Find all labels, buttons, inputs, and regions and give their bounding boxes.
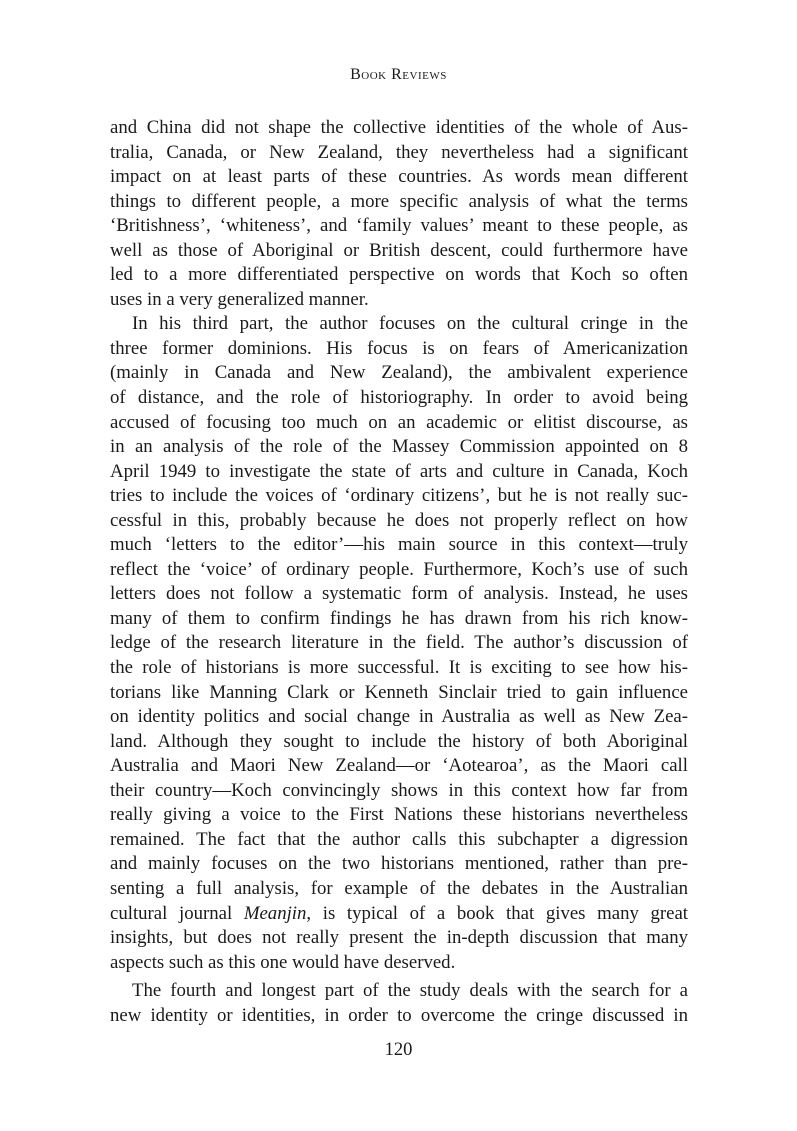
text-line: uses in a very generalized manner. xyxy=(110,288,369,310)
paragraph xyxy=(110,116,688,312)
text-line: tries to include the voices of ‘ordinary citizens’, but he is not really suc- xyxy=(110,485,688,507)
text-line: insights, but does not really present the in-depth discussion that many xyxy=(110,927,688,949)
text-fragment: , is typical of a book that gives many great xyxy=(306,902,689,924)
text-line: The fourth and longest part of the study deals with the search for a xyxy=(132,980,688,1002)
text-line: In his third part, the author focuses on the cultural cringe in the xyxy=(132,313,688,335)
text-line: of distance, and the role of historiography. In order to avoid being xyxy=(110,387,688,409)
text-line: in an analysis of the role of the Massey Commission appointed on 8 xyxy=(110,436,688,458)
text-line: things to different people, a more specific analysis of what the terms xyxy=(110,190,688,212)
text-line: senting a full analysis, for example of the debates in the Australian xyxy=(110,877,688,899)
text-line: reflect the ‘voice’ of ordinary people. Furthermore, Koch’s use of such xyxy=(110,558,688,580)
text-line: remained. The fact that the author calls this subchapter a digression xyxy=(110,828,688,850)
text-line: ledge of the research literature in the field. The author’s discussion of xyxy=(110,632,688,654)
text-line: led to a more differentiated perspective on words that Koch so often xyxy=(110,264,688,286)
page-number: 120 xyxy=(384,1040,413,1060)
body-text xyxy=(110,116,688,1028)
text-line: and mainly focuses on the two historians mentioned, rather than pre- xyxy=(110,853,688,875)
paragraph xyxy=(110,979,688,1028)
text-line: cessful in this, probably because he does not properly reflect on how xyxy=(110,509,688,531)
text-line: ‘Britishness’, ‘whiteness’, and ‘family values’ meant to these people, as xyxy=(110,215,688,237)
text-line: well as those of Aboriginal or British descent, could furthermore have xyxy=(110,239,688,261)
text-line: land. Although they sought to include the history of both Aboriginal xyxy=(110,730,688,752)
text-line: Australia and Maori New Zealand—or ‘Aotearoa’, as the Maori call xyxy=(110,755,688,777)
text-line: three former dominions. His focus is on fears of Americanization xyxy=(110,337,688,359)
text-line: on identity politics and social change in Australia as well as New Zea- xyxy=(110,706,688,728)
text-line: many of them to confirm findings he has drawn from his rich know- xyxy=(110,607,688,629)
running-head-title: Book Reviews xyxy=(350,66,447,83)
text-line: torians like Manning Clark or Kenneth Sinclair tried to gain influence xyxy=(110,681,688,703)
text-line xyxy=(110,902,688,927)
text-line: aspects such as this one would have deserved. xyxy=(110,951,456,973)
text-line: (mainly in Canada and New Zealand), the ambivalent experience xyxy=(110,362,688,384)
journal-title: Meanjin xyxy=(243,902,307,924)
text-line: really giving a voice to the First Nations these historians nevertheless xyxy=(110,804,688,826)
text-line: and China did not shape the collective identities of the whole of Aus- xyxy=(110,117,688,138)
text-line: new identity or identities, in order to overcome the cringe discussed in xyxy=(110,1004,688,1026)
text-line: their country—Koch convincingly shows in this context how far from xyxy=(110,779,688,801)
paragraph xyxy=(110,312,688,975)
text-line: April 1949 to investigate the state of arts and culture in Canada, Koch xyxy=(110,460,688,482)
text-fragment: cultural journal xyxy=(110,902,244,924)
running-head xyxy=(0,66,797,84)
text-line: accused of focusing too much on an academic or elitist discourse, as xyxy=(110,411,688,433)
text-line: much ‘letters to the editor’—his main source in this context—truly xyxy=(110,534,688,556)
text-line: the role of historians is more successful. It is exciting to see how his- xyxy=(110,657,688,679)
text-line: letters does not follow a systematic form of analysis. Instead, he uses xyxy=(110,583,688,605)
text-line: impact on at least parts of these countries. As words mean different xyxy=(110,166,688,188)
text-line: tralia, Canada, or New Zealand, they nevertheless had a significant xyxy=(110,141,688,163)
